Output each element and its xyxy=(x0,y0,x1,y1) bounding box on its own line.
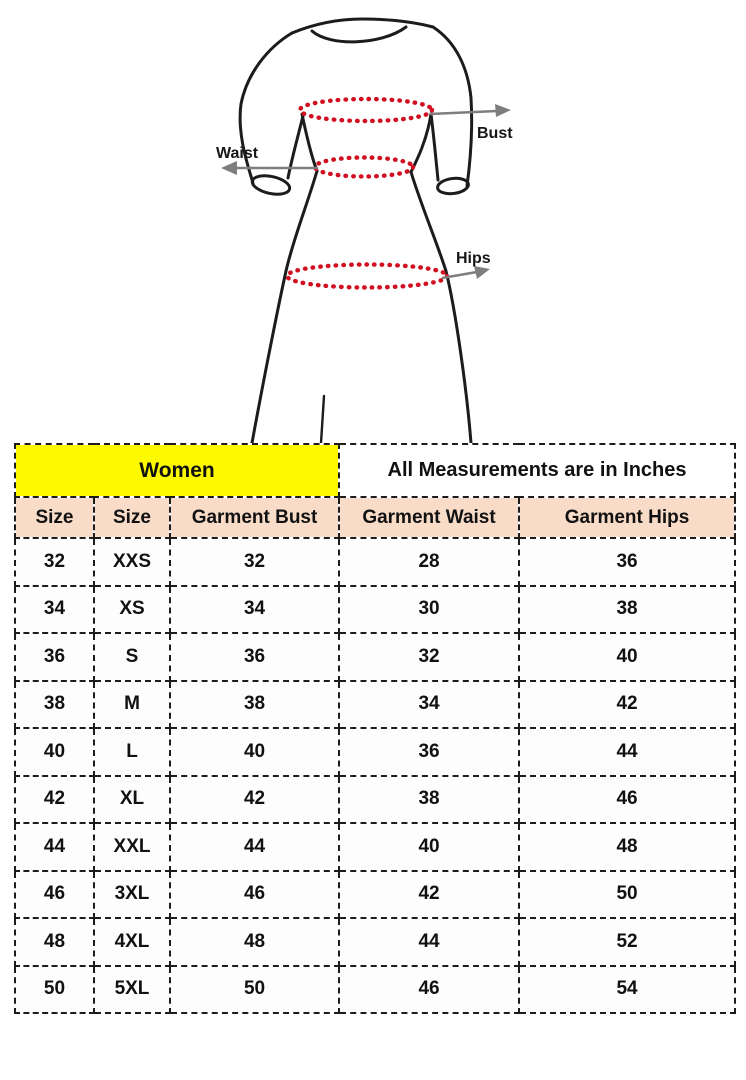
size-cell: 44 xyxy=(519,728,735,776)
size-cell: 46 xyxy=(15,871,94,919)
skirt-left-side xyxy=(252,171,317,443)
table-row xyxy=(15,823,735,871)
size-cell: 48 xyxy=(15,918,94,966)
size-cell: 38 xyxy=(339,776,519,824)
size-cell: 3XL xyxy=(94,871,170,919)
right-cuff-opening xyxy=(437,177,470,196)
size-cell: 40 xyxy=(339,823,519,871)
bust-measure-line xyxy=(300,99,432,121)
size-cell: 44 xyxy=(15,823,94,871)
size-cell: 44 xyxy=(170,823,339,871)
size-cell: 36 xyxy=(519,538,735,586)
measurements-note-cell: All Measurements are in Inches xyxy=(339,444,735,497)
waist-arrow-head xyxy=(221,161,237,175)
size-cell: 34 xyxy=(170,586,339,634)
column-header-size-letter: Size xyxy=(94,497,170,538)
size-cell: 50 xyxy=(170,966,339,1014)
size-cell: 38 xyxy=(170,681,339,729)
size-cell: 38 xyxy=(15,681,94,729)
size-cell: 48 xyxy=(519,823,735,871)
column-header-garment-hips: Garment Hips xyxy=(519,497,735,538)
size-cell: 4XL xyxy=(94,918,170,966)
table-column-header-row xyxy=(15,497,735,538)
bodice-right-side xyxy=(411,114,431,172)
column-header-size-number: Size xyxy=(15,497,94,538)
size-cell: 32 xyxy=(170,538,339,586)
bust-label: Bust xyxy=(477,125,513,142)
size-cell: 46 xyxy=(170,871,339,919)
table-row xyxy=(15,728,735,776)
size-cell: 42 xyxy=(339,871,519,919)
size-cell: 52 xyxy=(519,918,735,966)
table-row xyxy=(15,776,735,824)
table-row xyxy=(15,918,735,966)
size-cell: XL xyxy=(94,776,170,824)
size-cell: 40 xyxy=(15,728,94,776)
size-cell: 34 xyxy=(15,586,94,634)
size-cell: XXL xyxy=(94,823,170,871)
size-cell: 5XL xyxy=(94,966,170,1014)
table-row xyxy=(15,586,735,634)
size-table-body xyxy=(15,538,735,1013)
size-cell: 46 xyxy=(519,776,735,824)
size-cell: 36 xyxy=(170,633,339,681)
size-cell: 42 xyxy=(15,776,94,824)
skirt-hem-slit xyxy=(321,396,324,443)
bodice-left-side xyxy=(302,114,317,171)
size-cell: 28 xyxy=(339,538,519,586)
hips-measure-line xyxy=(287,265,447,288)
size-cell: 50 xyxy=(15,966,94,1014)
size-cell: 40 xyxy=(519,633,735,681)
size-cell: 30 xyxy=(339,586,519,634)
bust-arrow-head xyxy=(495,104,511,117)
column-header-garment-bust: Garment Bust xyxy=(170,497,339,538)
size-cell: L xyxy=(94,728,170,776)
size-cell: 40 xyxy=(170,728,339,776)
table-row xyxy=(15,633,735,681)
size-cell: 50 xyxy=(519,871,735,919)
size-cell: 32 xyxy=(339,633,519,681)
size-cell: XS xyxy=(94,586,170,634)
skirt-right-side xyxy=(411,172,471,443)
dress-measurement-diagram xyxy=(0,0,746,443)
size-cell: 46 xyxy=(339,966,519,1014)
right-sleeve-inner xyxy=(431,114,438,180)
size-cell: 32 xyxy=(15,538,94,586)
bust-arrow xyxy=(430,111,497,114)
size-cell: M xyxy=(94,681,170,729)
size-cell: XXS xyxy=(94,538,170,586)
table-row xyxy=(15,538,735,586)
waist-label: Waist xyxy=(216,145,259,162)
size-cell: S xyxy=(94,633,170,681)
size-cell: 36 xyxy=(15,633,94,681)
hips-arrow-head xyxy=(474,266,490,279)
dress-outline xyxy=(240,19,472,443)
size-cell: 44 xyxy=(339,918,519,966)
left-cuff-opening xyxy=(251,173,292,198)
size-cell: 34 xyxy=(339,681,519,729)
size-cell: 36 xyxy=(339,728,519,776)
column-header-garment-waist: Garment Waist xyxy=(339,497,519,538)
table-group-header-row xyxy=(15,444,735,497)
size-chart-table xyxy=(14,443,736,1014)
right-sleeve-outer xyxy=(433,27,472,186)
hips-label: Hips xyxy=(456,250,491,267)
size-cell: 42 xyxy=(519,681,735,729)
dress-neckline xyxy=(312,27,406,42)
table-row xyxy=(15,966,735,1014)
table-row xyxy=(15,681,735,729)
women-header-cell: Women xyxy=(15,444,339,497)
size-cell: 54 xyxy=(519,966,735,1014)
size-cell: 38 xyxy=(519,586,735,634)
size-cell: 42 xyxy=(170,776,339,824)
table-row xyxy=(15,871,735,919)
size-cell: 48 xyxy=(170,918,339,966)
waist-measure-line xyxy=(315,158,413,177)
